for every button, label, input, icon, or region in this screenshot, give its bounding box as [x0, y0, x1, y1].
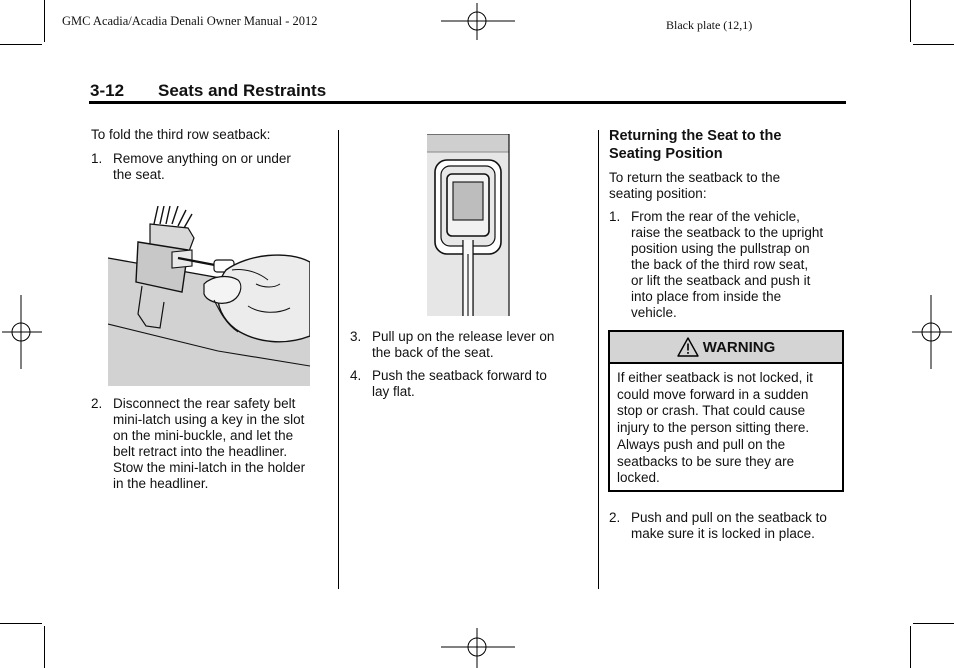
crop-mark — [0, 623, 42, 624]
release-lever-illustration — [425, 134, 511, 316]
column-divider — [338, 130, 339, 589]
registration-mark-left — [0, 295, 44, 369]
col3-intro: To return the seatback to the seating position: — [609, 170, 781, 201]
step-number: 2. — [91, 396, 103, 411]
crop-mark — [913, 44, 954, 45]
step-number: 2. — [609, 510, 621, 525]
step-number: 1. — [91, 151, 103, 166]
crop-mark — [910, 0, 911, 42]
crop-mark — [910, 626, 911, 668]
running-header-right: Black plate (12,1) — [666, 18, 753, 32]
warning-triangle-icon — [677, 337, 699, 357]
crop-mark — [0, 44, 42, 45]
section-title: Seats and Restraints — [158, 81, 327, 100]
mini-latch-key-illustration — [108, 206, 310, 386]
step-number: 3. — [350, 329, 362, 344]
running-header-left: GMC Acadia/Acadia Denali Owner Manual - 2012 — [62, 14, 318, 28]
section-rule — [89, 101, 846, 104]
warning-title: WARNING — [702, 338, 776, 356]
step-text: Pull up on the release lever on the back of the seat. — [372, 329, 555, 360]
warning-header — [610, 332, 842, 364]
step-text: Disconnect the rear safety belt mini-latch using a key in the slot on the mini-buckle, and let the belt retract into the headliner. Stow the mini-latch in the holder in the headliner. — [113, 396, 306, 491]
step-number: 4. — [350, 368, 362, 383]
warning-text: If either seatback is not locked, it could move forward in a sudden stop or crash. That could cause injury to the person sitting there. Always push and pull on the seatbacks to be sure they are locked. — [617, 370, 813, 486]
step-text: Push and pull on the seatback to make sure it is locked in place. — [631, 510, 827, 541]
column-divider — [598, 130, 599, 589]
crop-mark — [913, 623, 954, 624]
warning-box — [608, 330, 844, 492]
step-text: From the rear of the vehicle, raise the seatback to the upright position using the pullstrap on the back of the third row seat, or lift the seatback and push it into place from inside the vehicle. — [631, 209, 824, 320]
crop-mark — [44, 626, 45, 668]
step-text: Remove anything on or under the seat. — [113, 151, 291, 182]
registration-mark-top — [441, 0, 515, 44]
col1-intro: To fold the third row seatback: — [91, 127, 271, 142]
step-number: 1. — [609, 209, 621, 224]
crop-mark — [44, 0, 45, 42]
subsection-heading: Returning the Seat to the Seating Position — [609, 128, 782, 162]
registration-mark-bottom — [441, 626, 515, 668]
section-number: 3-12 — [90, 81, 125, 100]
step-text: Push the seatback forward to lay flat. — [372, 368, 547, 399]
registration-mark-right — [910, 295, 954, 369]
